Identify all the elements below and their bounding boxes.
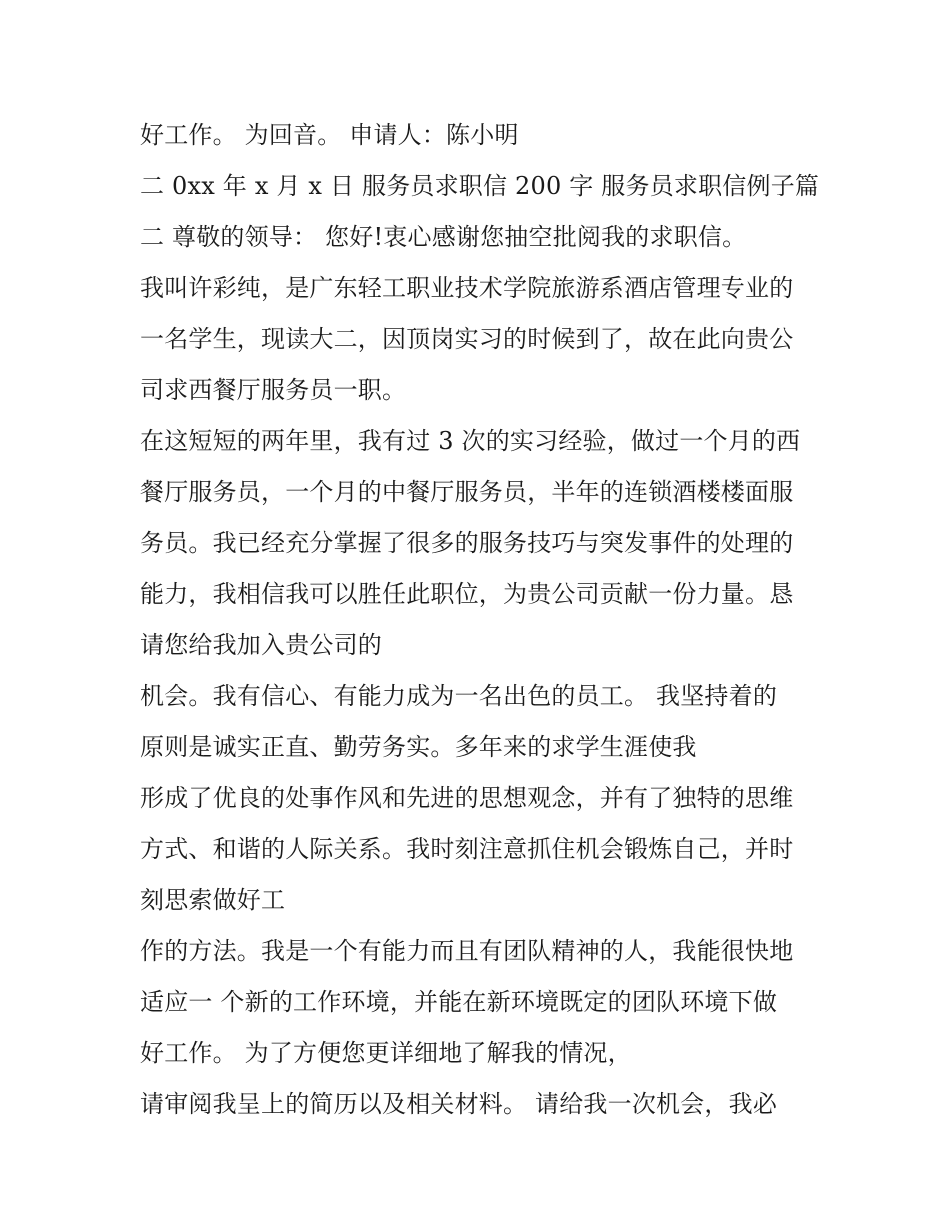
text-line: 方式、和谐的人际关系。我时刻注意抓住机会锻炼自己，并时 [140,835,794,863]
text-line: 司求西餐厅服务员一职。 [140,376,407,404]
text-line: 原则是诚实正直、勤劳务实。多年来的求学生涯使我 [140,733,697,761]
text-line: 二 尊敬的领导： 您好!衷心感谢您抽空批阅我的求职信。 [140,223,747,251]
text-line: 请审阅我呈上的简历以及相关材料。 请给我一次机会，我必 [140,1090,778,1118]
text-line: 务员。我已经充分掌握了很多的服务技巧与突发事件的处理的 [140,529,794,557]
text-line: 适应一 个新的工作环境，并能在新环境既定的团队环境下做 [140,988,778,1016]
text-line: 二 0xx 年 x 月 x 日 服务员求职信 200 字 服务员求职信例子篇 [140,172,820,200]
text-line: 形成了优良的处事作风和先进的思想观念，并有了独特的思维 [140,784,794,812]
text-line: 餐厅服务员，一个月的中餐厅服务员，半年的连锁酒楼楼面服 [140,478,794,506]
text-line: 我叫许彩纯，是广东轻工职业技术学院旅游系酒店管理专业的 [140,274,794,302]
text-line: 刻思索做好工 [140,886,286,914]
body-text [140,110,830,1130]
text-line: 请您给我加入贵公司的 [140,631,382,659]
text-line: 机会。我有信心、有能力成为一名出色的员工。 我坚持着的 [140,682,778,710]
text-line: 能力，我相信我可以胜任此职位，为贵公司贡献一份力量。恳 [140,580,794,608]
text-line: 在这短短的两年里，我有过 3 次的实习经验，做过一个月的西 [140,427,801,455]
text-line: 一名学生，现读大二，因顶岗实习的时候到了，故在此向贵公 [140,325,794,353]
text-line: 好工作。 为了方便您更详细地了解我的情况， [140,1039,632,1067]
text-line: 好工作。 为回音。 申请人：陈小明 [140,121,519,149]
text-line: 作的方法。我是一个有能力而且有团队精神的人，我能很快地 [140,937,794,965]
